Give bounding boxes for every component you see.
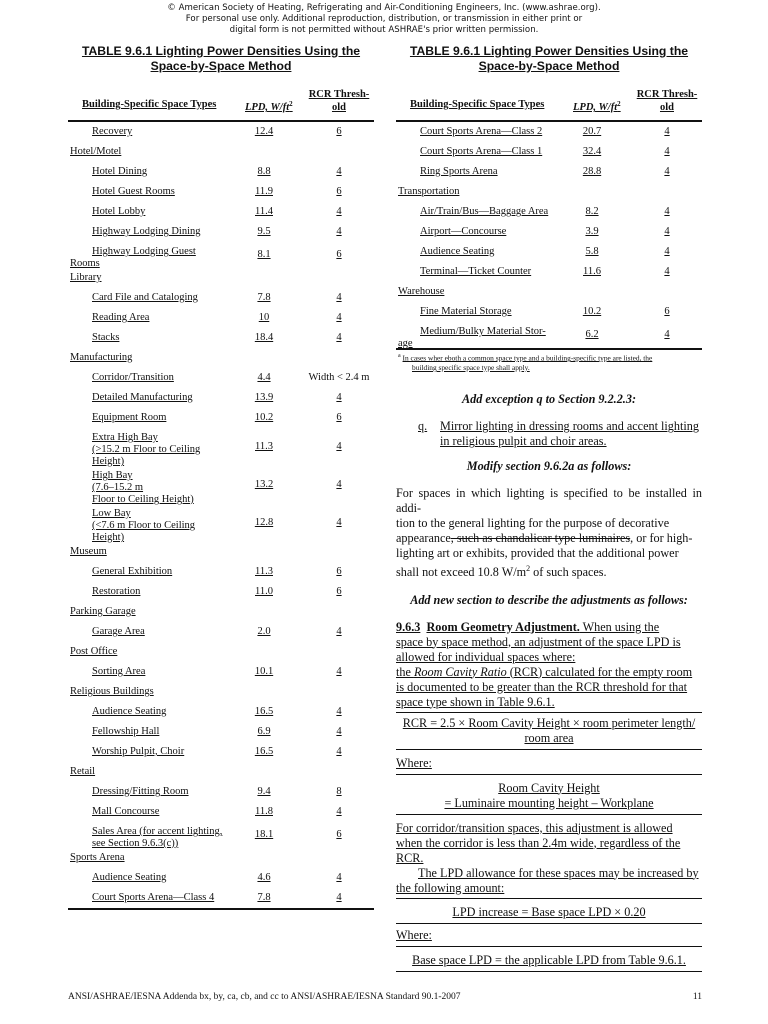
exception-q: q. Mirror lighting in dressing rooms and accent lighting in religious pulpit and choir areas. bbox=[418, 419, 699, 449]
modified-paragraph: For spaces in which lighting is specified to be installed in addi- tion to the general lighting for the purpose of decorative appearance, such as chandalicar type luminaires, or for high- lighting art or exhibits, provided that the additional power shall not exceed 10.8 $W/m^2$ of such spaces. bbox=[396, 486, 702, 580]
space-type-name: Ring Sports Arena bbox=[420, 166, 498, 177]
table-row bbox=[396, 122, 702, 142]
lpd-value: 32.4 bbox=[582, 146, 602, 157]
table-row bbox=[68, 504, 374, 542]
space-type-name: Highway Lodging Guest Rooms bbox=[70, 246, 196, 269]
table-row bbox=[68, 162, 374, 182]
space-type-name: Reading Area bbox=[92, 312, 150, 323]
table-category-row bbox=[68, 348, 374, 368]
lpd-value: 6.9 bbox=[257, 726, 271, 737]
lpd-value: 11.3 bbox=[255, 566, 273, 577]
table-row bbox=[68, 388, 374, 408]
column-header-type: Building-Specific Space Types bbox=[82, 99, 217, 110]
lpd-value: 13.9 bbox=[254, 392, 274, 403]
space-type-name: Audience Seating bbox=[420, 246, 495, 257]
base-lpd-definition: Base space LPD = the applicable LPD from Table 9.6.1. bbox=[412, 952, 686, 967]
space-type-name: Religious Buildings bbox=[70, 686, 154, 697]
rcr-threshold-value: 4 bbox=[336, 872, 342, 883]
table-row bbox=[68, 622, 374, 642]
rcr-threshold-value: 4 bbox=[664, 226, 670, 237]
table-row bbox=[68, 662, 374, 682]
table-category-row bbox=[68, 542, 374, 562]
lpd-value: 28.8 bbox=[582, 166, 602, 177]
space-type-name: Garage Area bbox=[92, 626, 145, 637]
space-type-name: Stacks bbox=[92, 332, 120, 343]
lpd-value: 8.1 bbox=[257, 249, 271, 260]
table-category-row bbox=[68, 682, 374, 702]
table-row bbox=[396, 162, 702, 182]
space-type-name: Card File and Cataloging bbox=[92, 292, 198, 303]
rcr-threshold-value: 6 bbox=[336, 186, 342, 197]
lpd-value: 16.5 bbox=[254, 746, 274, 757]
lpd-value: 4.4 bbox=[257, 372, 271, 383]
space-type-name: Restoration bbox=[92, 586, 141, 597]
space-type-name: High Bay (7.6–15.2 m Floor to Ceiling Height) bbox=[92, 470, 194, 505]
rcr-threshold-value: 4 bbox=[336, 441, 342, 452]
rule bbox=[396, 898, 702, 899]
table-row bbox=[68, 202, 374, 222]
table-row bbox=[68, 822, 374, 848]
space-type-name: General Exhibition bbox=[92, 566, 173, 577]
rcr-threshold-value: 6 bbox=[336, 126, 342, 137]
space-type-name: Fine Material Storage bbox=[420, 306, 512, 317]
rcr-threshold-value: Width < 2.4 m bbox=[308, 372, 370, 383]
space-type-name: Court Sports Arena—Class 2 bbox=[420, 126, 543, 137]
lpd-value: 7.8 bbox=[257, 292, 271, 303]
footer-standard-reference: ANSI/ASHRAE/IESNA Addenda bx, by, ca, cb, and cc to ANSI/ASHRAE/IESNA Standard 90.1-2007 bbox=[68, 992, 461, 1002]
space-type-name: Equipment Room bbox=[92, 412, 167, 423]
rcr-threshold-value: 4 bbox=[336, 312, 342, 323]
table-row bbox=[68, 368, 374, 388]
space-type-name: Post Office bbox=[70, 646, 118, 657]
lpd-value: 16.5 bbox=[254, 706, 274, 717]
lpd-value: 7.8 bbox=[257, 892, 271, 903]
heading-modify-section: Modify section 9.6.2a as follows: bbox=[466, 459, 632, 474]
column-header-lpd: LPD, $W/ft^2$ bbox=[573, 100, 621, 113]
table-row bbox=[396, 242, 702, 262]
space-type-name: Mall Concourse bbox=[92, 806, 160, 817]
space-type-name: Terminal—Ticket Counter bbox=[420, 266, 532, 277]
table-category-row bbox=[68, 602, 374, 622]
table-row bbox=[68, 308, 374, 328]
space-type-name: Parking Garage bbox=[70, 606, 136, 617]
space-type-name: Audience Seating bbox=[92, 706, 167, 717]
where-label: Where: bbox=[396, 755, 432, 770]
rcr-threshold-value: 4 bbox=[664, 246, 670, 257]
lpd-value: 6.2 bbox=[585, 329, 599, 340]
table-row bbox=[396, 302, 702, 322]
table-body-left bbox=[68, 122, 374, 908]
space-type-name: Fellowship Hall bbox=[92, 726, 160, 737]
table-bottom-rule bbox=[68, 908, 374, 910]
table-category-row bbox=[68, 762, 374, 782]
table-row bbox=[396, 222, 702, 242]
space-type-name: Sorting Area bbox=[92, 666, 146, 677]
lpd-value: 2.0 bbox=[257, 626, 271, 637]
rule bbox=[396, 774, 702, 775]
rcr-threshold-value: 4 bbox=[664, 266, 670, 277]
lpd-value: 11.9 bbox=[255, 186, 273, 197]
table-row bbox=[68, 466, 374, 504]
rcr-threshold-value: 4 bbox=[664, 329, 670, 340]
space-type-name: Hotel Dining bbox=[92, 166, 148, 177]
space-type-name: Warehouse bbox=[398, 286, 445, 297]
rcr-threshold-value: 4 bbox=[664, 126, 670, 137]
space-type-name: Medium/Bulky Material Stor- age bbox=[398, 326, 546, 349]
space-type-name: Low Bay (<7.6 m Floor to Ceiling Height) bbox=[92, 508, 196, 543]
rule bbox=[396, 971, 702, 972]
rcr-threshold-value: 4 bbox=[336, 746, 342, 757]
rcr-threshold-value: 6 bbox=[336, 586, 342, 597]
rcr-threshold-value: 6 bbox=[664, 306, 670, 317]
lpd-value: 9.4 bbox=[257, 786, 271, 797]
lpd-value: 5.8 bbox=[585, 246, 599, 257]
table-row bbox=[68, 888, 374, 908]
room-cavity-height-def: Room Cavity Height = Luminaire mounting height – Workplane bbox=[444, 780, 654, 810]
rule bbox=[396, 923, 702, 924]
rcr-threshold-value: 4 bbox=[336, 517, 342, 528]
lpd-value: 4.6 bbox=[257, 872, 271, 883]
space-type-name: Extra High Bay (>15.2 m Floor to Ceiling Height) bbox=[92, 432, 201, 467]
copyright-line-3: digital form is not permitted without ASHRAE's prior written permission. bbox=[229, 25, 539, 35]
lpd-value: 8.2 bbox=[585, 206, 599, 217]
table-row bbox=[68, 562, 374, 582]
space-type-name: Corridor/Transition bbox=[92, 372, 174, 383]
rcr-equation: RCR = 2.5 × Room Cavity Height × room perimeter length/ room area bbox=[402, 715, 696, 745]
lpd-increase-equation: LPD increase = Base space LPD × 0.20 bbox=[452, 904, 646, 919]
lpd-value: 12.8 bbox=[254, 517, 274, 528]
rcr-threshold-value: 6 bbox=[336, 249, 342, 260]
table-row bbox=[68, 288, 374, 308]
rcr-threshold-value: 4 bbox=[336, 626, 342, 637]
corridor-paragraph: For corridor/transition spaces, this adjustment is allowed when the corridor is less than 2.4m wide, regardless of the RCR. The LPD allowance for these spaces may be increased by the following amount: bbox=[396, 820, 699, 895]
table-row bbox=[68, 702, 374, 722]
table-row bbox=[396, 322, 702, 348]
table-row bbox=[68, 122, 374, 142]
space-type-name: Manufacturing bbox=[70, 352, 133, 363]
table-row bbox=[68, 782, 374, 802]
copyright-line-2: For personal use only. Additional reproduction, distribution, or transmission in either print or bbox=[185, 14, 583, 24]
table-row bbox=[68, 222, 374, 242]
exception-q-label: q. bbox=[418, 419, 428, 434]
table-footnote: $^a$ In cases wher eboth a common space type and a building-specific type are listed, the building specific space type shall apply. bbox=[398, 353, 653, 372]
rcr-threshold-value: 4 bbox=[336, 166, 342, 177]
table-row bbox=[396, 202, 702, 222]
rcr-threshold-value: 4 bbox=[664, 206, 670, 217]
lpd-value: 9.5 bbox=[257, 226, 271, 237]
rcr-threshold-value: 6 bbox=[336, 829, 342, 840]
table-body-right bbox=[396, 122, 702, 348]
space-type-name: Court Sports Arena—Class 1 bbox=[420, 146, 543, 157]
lpd-value: 13.2 bbox=[254, 479, 274, 490]
table-header bbox=[68, 86, 374, 122]
heading-add-exception: Add exception q to Section 9.2.2.3: bbox=[462, 392, 636, 407]
left-column bbox=[68, 44, 374, 910]
rcr-threshold-value: 4 bbox=[336, 726, 342, 737]
table-row bbox=[396, 262, 702, 282]
rule bbox=[396, 946, 702, 947]
rule bbox=[396, 749, 702, 750]
lpd-value: 11.8 bbox=[255, 806, 273, 817]
space-type-name: Dressing/Fitting Room bbox=[92, 786, 189, 797]
table-row bbox=[68, 242, 374, 268]
rcr-threshold-value: 4 bbox=[664, 166, 670, 177]
table-row bbox=[68, 722, 374, 742]
lpd-value: 11.3 bbox=[255, 441, 273, 452]
space-type-name: Audience Seating bbox=[92, 872, 167, 883]
space-type-name: Library bbox=[70, 272, 102, 283]
rcr-threshold-value: 4 bbox=[336, 292, 342, 303]
space-type-name: Highway Lodging Dining bbox=[92, 226, 201, 237]
lpd-value: 10.2 bbox=[254, 412, 274, 423]
table-row bbox=[68, 408, 374, 428]
space-type-name: Museum bbox=[70, 546, 107, 557]
lpd-value: 10 bbox=[258, 312, 270, 323]
lpd-value: 12.4 bbox=[254, 126, 274, 137]
table-row bbox=[396, 142, 702, 162]
rcr-threshold-value: 6 bbox=[336, 412, 342, 423]
table-category-row bbox=[68, 642, 374, 662]
table-header-continued bbox=[396, 86, 702, 122]
lpd-value: 11.4 bbox=[255, 206, 273, 217]
table-category-row bbox=[396, 182, 702, 202]
lpd-value: 18.1 bbox=[254, 829, 274, 840]
space-type-name: Hotel Lobby bbox=[92, 206, 146, 217]
lpd-value: 10.2 bbox=[582, 306, 602, 317]
lpd-value: 8.8 bbox=[257, 166, 271, 177]
rcr-threshold-value: 4 bbox=[336, 392, 342, 403]
lpd-value: 18.4 bbox=[254, 332, 274, 343]
space-type-name: Air/Train/Bus—Baggage Area bbox=[420, 206, 549, 217]
copyright-line-1: © American Society of Heating, Refrigerating and Air-Conditioning Engineers, Inc. (www.ashrae.org). bbox=[167, 3, 601, 13]
space-type-name: Retail bbox=[70, 766, 96, 777]
rcr-threshold-value: 4 bbox=[336, 479, 342, 490]
where-label-2: Where: bbox=[396, 927, 432, 942]
space-type-name: Court Sports Arena—Class 4 bbox=[92, 892, 215, 903]
space-type-name: Transportation bbox=[398, 186, 460, 197]
table-row bbox=[68, 428, 374, 466]
rcr-threshold-value: 4 bbox=[336, 206, 342, 217]
table-row bbox=[68, 328, 374, 348]
space-type-name: Worship Pulpit, Choir bbox=[92, 746, 185, 757]
lpd-value: 11.6 bbox=[583, 266, 601, 277]
copyright-notice bbox=[0, 3, 768, 36]
table-category-row bbox=[68, 848, 374, 868]
rcr-threshold-value: 4 bbox=[336, 806, 342, 817]
lpd-value: 10.1 bbox=[254, 666, 274, 677]
column-header-type: Building-Specific Space Types bbox=[410, 99, 545, 110]
rcr-threshold-value: 4 bbox=[664, 146, 670, 157]
space-type-name: Detailed Manufacturing bbox=[92, 392, 193, 403]
space-type-name: Hotel/Motel bbox=[70, 146, 122, 157]
table-title-continued: TABLE 9.6.1 Lighting Power Densities Using the Space-by-Space Method bbox=[409, 44, 689, 73]
rcr-threshold-value: 4 bbox=[336, 706, 342, 717]
rule bbox=[396, 712, 702, 713]
table-category-row bbox=[68, 142, 374, 162]
rcr-threshold-value: 4 bbox=[336, 666, 342, 677]
space-type-name: Recovery bbox=[92, 126, 133, 137]
rcr-threshold-value: 4 bbox=[336, 226, 342, 237]
rcr-threshold-value: 4 bbox=[336, 892, 342, 903]
table-row bbox=[68, 742, 374, 762]
space-type-name: Hotel Guest Rooms bbox=[92, 186, 175, 197]
table-row bbox=[68, 582, 374, 602]
lpd-value: 11.0 bbox=[255, 586, 273, 597]
table-row bbox=[68, 182, 374, 202]
lpd-value: 3.9 bbox=[585, 226, 599, 237]
column-header-lpd: LPD, $W/ft^2$ bbox=[245, 100, 293, 113]
table-title: TABLE 9.6.1 Lighting Power Densities Using the Space-by-Space Method bbox=[81, 44, 361, 73]
table-category-row bbox=[396, 282, 702, 302]
space-type-name: Sports Arena bbox=[70, 852, 125, 863]
rule bbox=[396, 814, 702, 815]
rcr-threshold-value: 4 bbox=[336, 332, 342, 343]
space-type-name: Sales Area (for accent lighting, see Section 9.6.3(c)) bbox=[92, 826, 223, 849]
heading-new-section: Add new section to describe the adjustments as follows: bbox=[410, 592, 688, 607]
lpd-value: 20.7 bbox=[582, 126, 602, 137]
right-column bbox=[396, 44, 702, 972]
table-row bbox=[68, 802, 374, 822]
table-row bbox=[68, 868, 374, 888]
rcr-threshold-value: 6 bbox=[336, 566, 342, 577]
table-category-row bbox=[68, 268, 374, 288]
section-9-6-3: 9.6.3 Room Geometry Adjustment. When using the space by space method, an adjustment of the space LPD is allowed for individual spaces where: the Room Cavity Ratio (RCR) calculated for the empty room is documented to be greater than the RCR threshold for that space type shown in Table 9.6.1. bbox=[396, 619, 693, 709]
column-header-rcr: RCR Thresh- old bbox=[636, 89, 698, 113]
page-number: 11 bbox=[692, 992, 702, 1002]
column-header-rcr: RCR Thresh- old bbox=[308, 89, 370, 113]
rcr-threshold-value: 8 bbox=[336, 786, 342, 797]
space-type-name: Airport—Concourse bbox=[420, 226, 507, 237]
